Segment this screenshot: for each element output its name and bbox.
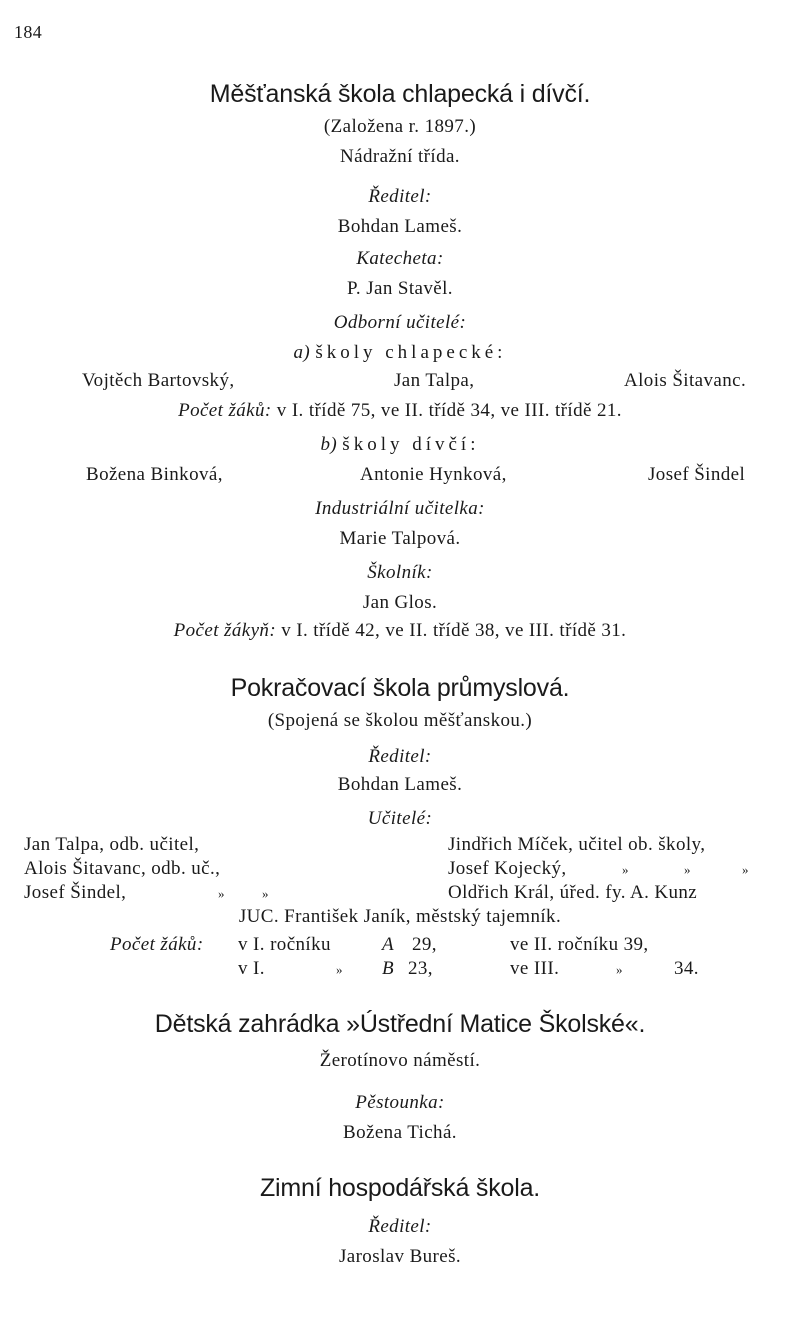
section-title-mestanska: Měšťanská škola chlapecká i dívčí. [209,80,591,108]
boys-heading-text: školy chlapecké: [315,342,507,363]
boys-prefix: a) [293,342,311,363]
director-name: Bohdan Lameš. [337,216,463,237]
girls-heading-text: školy dívčí: [342,434,480,455]
founded-note: (Založena r. 1897.) [323,116,477,137]
teachers-label: Odborní učitelé: [333,312,467,333]
secretary: JUC. František Janík, městský tajemník. [238,906,562,927]
count-row2-a: v I. [238,958,265,979]
director-name-4: Jaroslav Bureš. [338,1246,462,1267]
count-row2-c: 23, [408,958,433,979]
right-teacher-3: Oldřich Král, úřed. fy. A. Kunz [448,882,698,903]
janitor-label: Školník: [367,562,433,583]
director-label: Ředitel: [368,186,432,207]
boys-teacher-3: Alois Šitavanc. [624,370,747,391]
boys-count-label: Počet žáků: [178,400,272,421]
girls-school-heading [0,434,800,456]
address: Nádražní třída. [340,146,460,167]
girls-count-values: v I. třídě 42, ve II. třídě 38, ve III. třídě 31. [281,620,627,641]
count-label-2: Počet žáků: [110,934,204,955]
boys-teacher-1: Vojtěch Bartovský, [82,370,235,391]
industrial-teacher-label: Industriální učitelka: [315,498,485,519]
ditto-mark: » [336,962,343,977]
ditto-mark: » [742,862,749,877]
ditto-mark: » [684,862,691,877]
boys-school-heading [0,342,800,364]
count-row2-e: 34. [674,958,699,979]
janitor-name: Jan Glos. [362,592,438,613]
girls-teacher-3: Josef Šindel [648,464,746,485]
director-name-2: Bohdan Lameš. [337,774,463,795]
count-row2-d: ve III. [510,958,560,979]
left-teacher-3: Josef Šindel, [24,882,127,903]
ditto-mark: » [218,886,225,901]
boys-teacher-2: Jan Talpa, [394,370,475,391]
ditto-mark: » [622,862,629,877]
catechist-name: P. Jan Stavěl. [347,278,453,299]
ditto-mark: » [262,886,269,901]
industrial-teacher-name: Marie Talpová. [339,528,461,549]
director-label-4: Ředitel: [368,1216,432,1237]
girls-count-label: Počet žákyň: [173,620,277,641]
girls-teacher-1: Božena Binková, [86,464,223,485]
nurse-name: Božena Tichá. [343,1122,457,1143]
girls-prefix: b) [320,434,338,455]
boys-count-values: v I. třídě 75, ve II. třídě 34, ve III. třídě 21. [276,400,622,421]
nurse-label: Pěstounka: [355,1092,445,1113]
count-row1-d: ve II. ročníku 39, [510,934,649,955]
address-3: Žerotínovo náměstí. [319,1050,481,1071]
ditto-mark: » [616,962,623,977]
director-label-2: Ředitel: [368,746,432,767]
count-row1-a: v I. ročníku [238,934,331,955]
catechist-label: Katecheta: [356,248,444,269]
section-title-zahradka: Dětská zahrádka »Ústřední Matice Školské«. [154,1010,646,1038]
left-teacher-1: Jan Talpa, odb. učitel, [24,834,200,855]
girls-pupil-count [0,620,800,642]
section-title-pokracovaci: Pokračovací škola průmyslová. [230,674,570,702]
joined-note: (Spojená se školou měšťanskou.) [267,710,533,731]
section-title-zimni: Zimní hospodářská škola. [259,1174,541,1202]
left-teacher-2: Alois Šitavanc, odb. uč., [24,858,221,879]
count-row1-b: A [382,934,395,955]
page-number: 184 [14,22,43,42]
teachers-label-2: Učitelé: [367,808,433,829]
right-teacher-2: Josef Kojecký, [448,858,567,879]
right-teacher-1: Jindřich Míček, učitel ob. školy, [448,834,706,855]
count-row1-c: 29, [412,934,437,955]
count-row2-b: B [382,958,395,979]
boys-pupil-count [0,400,800,422]
girls-teacher-2: Antonie Hynková, [360,464,507,485]
